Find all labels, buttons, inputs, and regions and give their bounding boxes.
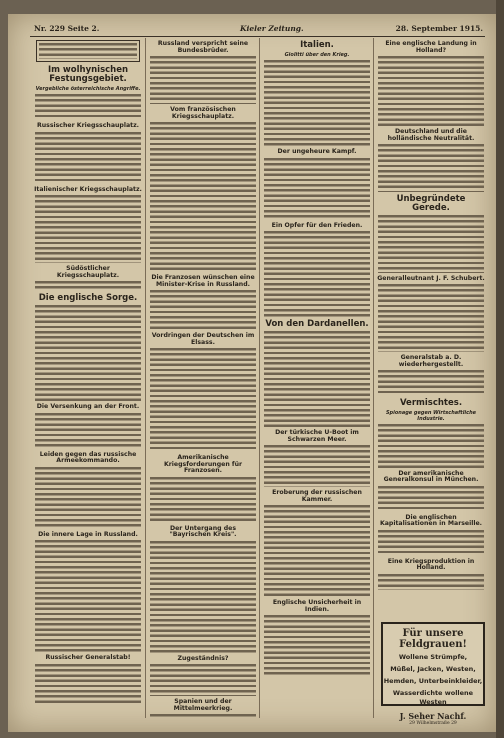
article-body [35, 132, 141, 184]
article-headline: Vom französischen Kriegsschauplatz. [170, 106, 236, 120]
column-rule [373, 38, 374, 718]
column-2 [149, 38, 257, 718]
advertisement-box [381, 622, 485, 726]
article-body [378, 424, 484, 468]
article-headline: Eroberung der russischen Kammer. [272, 489, 362, 503]
column-3 [263, 38, 371, 718]
ad-address: 29 Wilhelmstraße 29 [409, 721, 457, 726]
article-body [378, 530, 484, 556]
article-body [150, 122, 256, 272]
article-headline: Englische Unsicherheit in Indien. [272, 599, 362, 613]
article-headline: Der amerikanische Generalkonsul in München. [383, 469, 479, 484]
article-headline: Die englischen Kapitalisationen in Marseille. [379, 513, 483, 528]
article-headline: Die englische Sorge. [38, 293, 138, 304]
article-body [378, 370, 484, 396]
article-body [35, 195, 141, 263]
article-headline: Vordringen der Deutschen im Elsass. [151, 332, 255, 346]
column-4 [377, 38, 485, 618]
article-body [378, 284, 484, 352]
article-headline: Spanien und der Mittelmeerkrieg. [173, 698, 233, 712]
article-headline: Der türkische U-Boot im Schwarzen Meer. [275, 429, 359, 443]
article-subheadline: Giolitti über den Krieg. [284, 51, 350, 58]
article-body [35, 305, 141, 401]
article-headline: Eine Kriegsproduktion in Holland. [387, 557, 475, 572]
article-headline: Im wolhynischen Festungsgebiet. [47, 65, 129, 84]
page-header [30, 22, 485, 37]
article-headline: Der Untergang des "Bayrischen Kreis". [169, 524, 237, 538]
article-body [264, 331, 370, 427]
article-headline: Generalleutnant J. F. Schubert. [377, 274, 485, 282]
article-body [150, 714, 256, 718]
article-headline: Generalstab a. D. wiederhergestellt. [398, 354, 464, 368]
article-body [35, 540, 141, 652]
ad-firm: J. Seher Nachf. [399, 711, 467, 721]
article-body [150, 664, 256, 696]
article-headline: Eine englische Landung in Holland? [385, 40, 477, 54]
article-body [264, 60, 370, 146]
article-subheadline: Vergebliche österreichische Angriffe. [35, 85, 141, 92]
article-body [264, 445, 370, 487]
article-body [264, 505, 370, 597]
article-body [150, 541, 256, 653]
article-body [35, 413, 141, 449]
binding-edge [496, 0, 504, 738]
ad-title: Für unsere Feldgrauen! [399, 628, 467, 650]
ad-line: Müßel, Jacken, Westen, [390, 665, 476, 673]
article-headline: Die Franzosen wünschen eine Minister-Krise in Russland. [151, 274, 255, 288]
ad-line: Hemden, Unterbeinkleider, [383, 677, 483, 685]
newspaper-name: Kieler Zeitung. [240, 24, 304, 33]
notice-box [36, 40, 140, 62]
article-body [35, 467, 141, 529]
ad-line: Wollene Strümpfe, [398, 653, 468, 661]
article-body [264, 158, 370, 220]
article-headline: Ein Opfer für den Frieden. [271, 221, 363, 229]
article-headline: Die innere Lage in Russland. [38, 530, 138, 538]
article-body [150, 56, 256, 104]
article-body [378, 574, 484, 590]
column-rule [259, 38, 260, 718]
column-1 [34, 38, 142, 718]
article-body [378, 56, 484, 126]
article-headline: Amerikanische Kriegsforderungen für Franzosen. [163, 454, 243, 474]
article-headline: Russischer Kriegsschauplatz. [36, 122, 140, 130]
article-headline: Italienischer Kriegsschauplatz. [34, 185, 142, 193]
article-body [150, 477, 256, 523]
article-body [264, 231, 370, 317]
article-headline: Russischer Generalstab! [45, 654, 131, 662]
ad-line: Wasserdichte wollene Westen [392, 689, 474, 706]
article-headline: Deutschland und die holländische Neutralität. [387, 128, 475, 142]
article-body [35, 281, 141, 291]
article-headline: Italien. [300, 40, 334, 50]
article-body [378, 486, 484, 512]
article-body [264, 615, 370, 675]
article-headline: Unbegründete Gerede. [396, 194, 466, 213]
issue-number: Nr. 229 Seite 2. [34, 24, 100, 33]
article-body [378, 144, 484, 192]
column-rule [145, 38, 146, 718]
article-body [150, 290, 256, 330]
article-headline: Von den Dardanellen. [265, 319, 369, 330]
article-body [35, 94, 141, 120]
article-headline: Vermischtes. [399, 398, 463, 409]
article-body [150, 348, 256, 452]
issue-date: 28. September 1915. [395, 24, 483, 33]
article-headline: Leiden gegen das russische Armeekommando. [39, 450, 137, 465]
article-body [378, 215, 484, 273]
article-headline: Zugeständnis? [177, 654, 229, 662]
article-headline: Die Versenkung an der Front. [36, 403, 140, 411]
article-subheadline: Spionage gegen Wirtschaftliche Industrie. [385, 410, 477, 422]
article-body [35, 664, 141, 704]
article-headline: Südöstlicher Kriegsschauplatz. [56, 265, 120, 279]
article-headline: Der ungeheure Kampf. [277, 148, 357, 156]
article-headline: Russland verspricht seine Bundesbrüder. [157, 40, 249, 54]
